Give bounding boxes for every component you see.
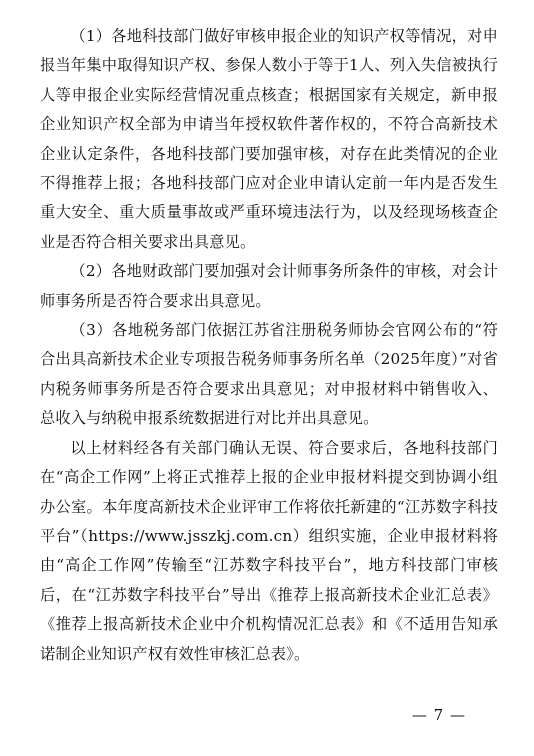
paragraph-tax-review: （3）各地税务部门依据江苏省注册税务师协会官网公布的“符合出具高新技术企业专项报告税务师事务所名单（2025年度）”对省内税务师事务所是否符合要求出具意见；对申报材料中销售收入、总收入与纳税申报系统数据进行对比并出具意见。 — [40, 321, 498, 428]
page-number: — 7 — — [411, 706, 466, 724]
paragraph-submission-process: 以上材料经各有关部门确认无误、符合要求后，各地科技部门在“高企工作网”上将正式推荐上报的企业申报材料提交到协调小组办公室。本年度高新技术企业评审工作将依托新建的“江苏数字科技平台”（https://www.jsszkj.com.cn）组织实施，企业申报材料将由“高企工作网”传输至“江苏数字科技平台”，地方科技部门审核后，在“江苏数字科技平台”导出《推荐上报高新技术企业汇总表》《推荐上报高新技术企业中介机构情况汇总表》和《不适用告知承诺制企业知识产权有效性审核汇总表》。 — [40, 438, 498, 663]
document-body — [40, 22, 498, 669]
paragraph-ip-review: （1）各地科技部门做好审核申报企业的知识产权等情况，对申报当年集中取得知识产权、参保人数小于等于1人、列入失信被执行人等申报企业实际经营情况重点核查；根据国家有关规定，新申报企业知识产权全部为申请当年授权软件著作权的，不符合高新技术企业认定条件，各地科技部门要加强审核，对存在此类情况的企业不得推荐上报；各地科技部门应对企业申请认定前一年内是否发生重大安全、重大质量事故或严重环境违法行为，以及经现场核查企业是否符合相关要求出具意见。 — [40, 27, 498, 251]
paragraph-finance-review: （2）各地财政部门要加强对会计师事务所条件的审核，对会计师事务所是否符合要求出具意见。 — [40, 262, 498, 310]
